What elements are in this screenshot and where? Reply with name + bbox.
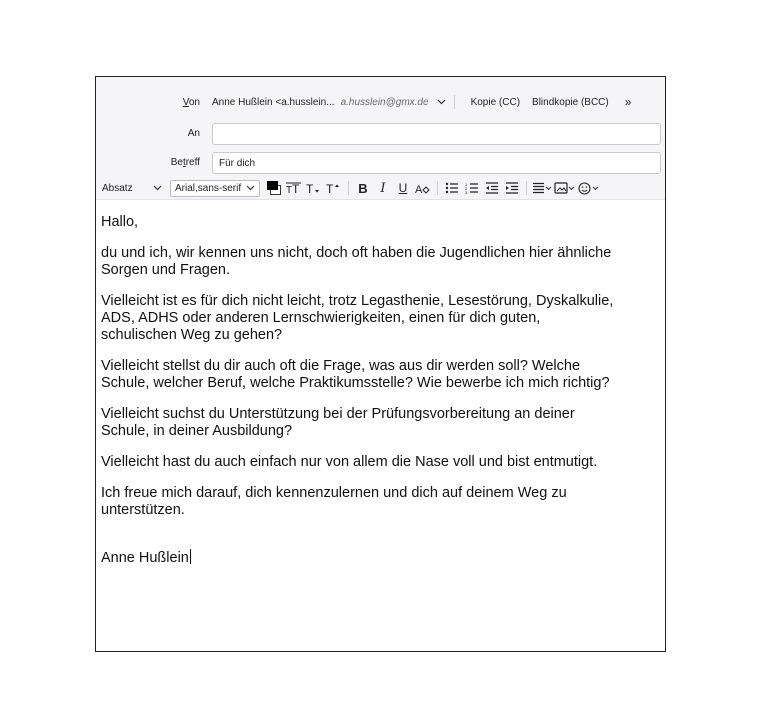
from-selector[interactable]: [206, 97, 446, 108]
more-options-button[interactable]: »: [624, 95, 632, 109]
subject-input[interactable]: [212, 152, 661, 174]
toolbar-divider: [526, 181, 527, 195]
message-body[interactable]: [101, 214, 661, 581]
text-cursor: [190, 549, 191, 564]
svg-text:2: 2: [465, 186, 468, 191]
format-toolbar: [96, 177, 665, 199]
outdent-icon[interactable]: [483, 179, 501, 197]
svg-text:T: T: [292, 182, 300, 194]
svg-text:T: T: [286, 185, 293, 194]
signature-text: Anne Hußlein: [101, 550, 189, 566]
body-paragraph: Hallo,: [101, 214, 139, 230]
svg-text:1: 1: [465, 182, 468, 187]
header-divider: [454, 95, 455, 109]
to-label: An: [187, 128, 200, 139]
from-row: [96, 91, 665, 113]
from-email: a.husslein@gmx.de: [340, 96, 429, 108]
bcc-button[interactable]: Blindkopie (BCC): [532, 96, 609, 108]
from-name: Anne Hußlein <a.husslein...: [212, 96, 335, 108]
svg-text:T: T: [326, 182, 334, 194]
align-icon[interactable]: [532, 179, 552, 197]
svg-text:A: A: [415, 183, 423, 195]
compose-header: [96, 77, 665, 200]
signature: [101, 549, 661, 567]
underline-icon[interactable]: U: [398, 181, 408, 195]
toolbar-divider: [437, 181, 438, 195]
to-row: [96, 122, 665, 146]
toolbar-divider: [348, 181, 349, 195]
indent-icon[interactable]: [503, 179, 521, 197]
to-input[interactable]: [212, 123, 661, 145]
subject-label: Betreff: [170, 157, 200, 168]
insert-image-icon[interactable]: [554, 179, 576, 197]
font-family-select[interactable]: [170, 180, 260, 197]
numbered-list-icon[interactable]: [463, 179, 481, 197]
subject-row: [96, 151, 665, 175]
bold-icon[interactable]: B: [358, 180, 368, 196]
emoji-icon[interactable]: [578, 179, 600, 197]
body-paragraph: Vielleicht hast du auch einfach nur von allem die Nase voll und bist entmutigt.: [101, 454, 598, 470]
cc-button[interactable]: Kopie (CC): [470, 96, 521, 108]
svg-text:T: T: [306, 182, 314, 194]
font-size-reset-icon[interactable]: [285, 179, 303, 197]
svg-text:3: 3: [465, 190, 468, 194]
body-paragraph: Ich freue mich darauf, dich kennenzulernen und dich auf deinem Weg zu unterstützen.: [101, 485, 567, 518]
body-paragraph: Vielleicht suchst du Unterstützung bei der Prüfungsvorbereitung an deiner Schule, in deiner Ausbildung?: [101, 406, 575, 439]
chevron-down-icon: [437, 97, 446, 108]
font-family-value: Arial,sans-serif: [175, 182, 242, 194]
italic-icon[interactable]: I: [380, 180, 386, 196]
body-paragraph: Vielleicht stellst du dir auch oft die Frage, was aus dir werden soll? Welche Schule, welcher Beruf, welche Praktikumsstelle? Wie bewerbe ich mich richtig?: [101, 358, 610, 391]
compose-window: [95, 76, 666, 652]
clear-formatting-icon[interactable]: [414, 179, 432, 197]
font-size-larger-icon[interactable]: [325, 179, 343, 197]
body-paragraph: du und ich, wir kennen uns nicht, doch oft haben die Jugendlichen hier ähnliche Sorgen und Fragen.: [101, 245, 612, 278]
paragraph-format-select[interactable]: [98, 180, 166, 197]
font-size-smaller-icon[interactable]: [305, 179, 323, 197]
paragraph-format-value: Absatz: [102, 182, 133, 194]
chevron-down-icon: [153, 183, 162, 194]
fg-color-swatch: [267, 181, 278, 190]
bullet-list-icon[interactable]: [443, 179, 461, 197]
chevron-down-icon: [246, 183, 255, 194]
text-color-icon[interactable]: [267, 181, 281, 195]
body-paragraph: Vielleicht ist es für dich nicht leicht, trotz Legasthenie, Lesestörung, Dyskalkulie, ADS, ADHS oder anderen Lernschwierigkeiten, einen für dich guten, schulischen Weg zu gehen?: [101, 293, 614, 343]
from-label: Von: [182, 96, 200, 108]
